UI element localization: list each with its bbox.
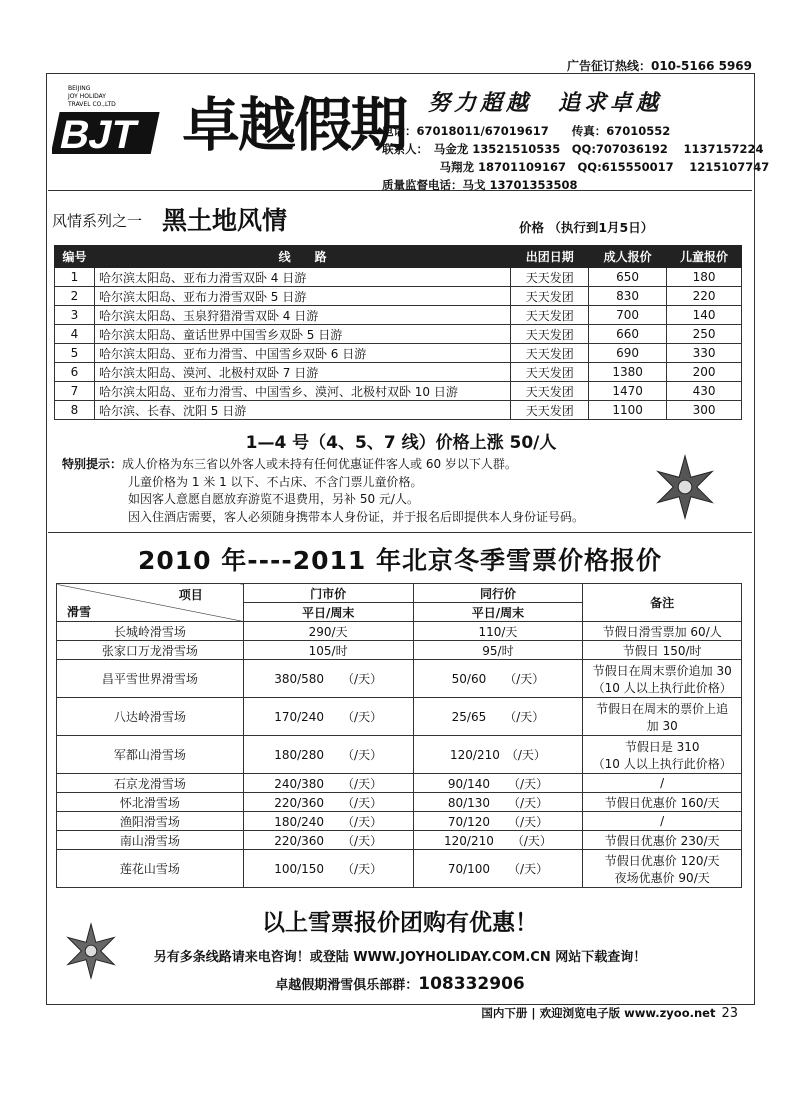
adult-price: 650 [589,268,667,287]
ski-club-line [48,974,752,994]
remark-line: 节假日在周末的票价上追 [596,701,729,716]
remark-line: 节假日 150/时 [622,643,702,658]
departure: 天天发团 [511,401,589,420]
table-row [55,306,742,325]
header-ski: 滑雪 [67,604,92,619]
table-row [57,793,742,812]
adult-price: 1470 [589,382,667,401]
ski-ticket-table [56,583,742,888]
resort-name: 军都山滑雪场 [57,736,244,774]
market-price: 220/360 （/天） [243,831,413,850]
remark-line: 节假日在周末票价追加 30 [592,663,732,678]
departure: 天天发团 [511,382,589,401]
table-row [57,812,742,831]
route-name: 哈尔滨太阳岛、漠河、北极村双卧 7 日游 [94,363,510,382]
market-price: 220/360 （/天） [243,793,413,812]
child-price: 300 [667,401,742,420]
note-line: 儿童价格为 1 米 1 以下、不占床、不含门票儿童价格。 [128,474,423,489]
logo-small-text: TRAVEL CO.,LTD [68,101,116,108]
snowflake-icon [62,920,120,982]
adult-price: 1100 [589,401,667,420]
route-name: 哈尔滨、长春、沈阳 5 日游 [94,401,510,420]
series-prefix: 风情系列之一 [52,212,143,230]
col-header: 备注 [583,584,742,622]
departure: 天天发团 [511,325,589,344]
adult-price: 660 [589,325,667,344]
remark [583,622,742,641]
remark-line: / [660,776,665,790]
table-row [55,344,742,363]
route-name: 哈尔滨太阳岛、亚布力滑雪、中国雪乡双卧 6 日游 [94,344,510,363]
col-header: 出团日期 [511,246,589,268]
table-row [57,641,742,660]
remark-line: （10 人以上执行此价格） [592,680,732,695]
row-number: 1 [55,268,95,287]
remark-line: 节假日滑雪票加 60/人 [602,624,722,639]
departure: 天天发团 [511,268,589,287]
brand-name: 卓越假期 [182,91,407,159]
market-price: 240/380 （/天） [243,774,413,793]
svg-text:BJT: BJT [56,111,142,157]
col-header: 成人报价 [589,246,667,268]
resort-name: 昌平雪世界滑雪场 [57,660,244,698]
route-name: 哈尔滨太阳岛、亚布力滑雪、中国雪乡、漠河、北极村双卧 10 日游 [94,382,510,401]
col-subheader: 平日/周末 [413,603,583,622]
table-header-row [57,584,742,603]
table-header-row [55,246,742,268]
remark-line: 加 30 [646,718,678,733]
remark [583,793,742,812]
note-line: 因入住酒店需要，客人必须随身携带本人身份证，并于报名后即提供本人身份证号码。 [128,509,585,524]
section-divider [48,532,752,533]
departure: 天天发团 [511,344,589,363]
col-header: 门市价 [243,584,413,603]
price-validity: 价格 （执行到1月5日） [519,220,654,235]
remark [583,698,742,736]
table-row [57,660,742,698]
resort-name: 怀北滑雪场 [57,793,244,812]
header-divider [48,190,752,191]
col-header: 线 路 [94,246,510,268]
child-price: 140 [667,306,742,325]
table-row [55,382,742,401]
remark [583,812,742,831]
market-price: 105/时 [243,641,413,660]
route-name: 哈尔滨太阳岛、亚布力滑雪双卧 5 日游 [94,287,510,306]
peer-price: 25/65 （/天） [413,698,583,736]
market-price: 180/280 （/天） [243,736,413,774]
row-number: 2 [55,287,95,306]
note-line: 成人价格为东三省以外客人或未持有任何优惠证件客人或 60 岁以下人群。 [122,457,517,471]
col-header: 儿童报价 [667,246,742,268]
child-price: 220 [667,287,742,306]
slogan: 努力超越 追求卓越 [428,90,663,116]
contact-line: 马翔龙 18701109167 QQ:615550017 1215107747 [382,160,770,174]
market-price: 100/150 （/天） [243,850,413,888]
child-price: 430 [667,382,742,401]
peer-price: 70/120 （/天） [413,812,583,831]
diagonal-header-cell [57,584,244,622]
table-row [57,831,742,850]
club-label: 卓越假期滑雪俱乐部群： [275,978,419,993]
peer-price: 110/天 [413,622,583,641]
logo-small-text: JOY HOLIDAY [68,93,106,100]
peer-price: 120/210 （/天） [413,831,583,850]
row-number: 5 [55,344,95,363]
peer-price: 90/140 （/天） [413,774,583,793]
remark [583,736,742,774]
child-price: 200 [667,363,742,382]
route-name: 哈尔滨太阳岛、童话世界中国雪乡双卧 5 日游 [94,325,510,344]
snow-ticket-title: 2010 年----2011 年北京冬季雪票价格报价 [137,546,663,575]
resort-name: 莲花山雪场 [57,850,244,888]
table-row [57,622,742,641]
header-item: 项目 [178,587,203,602]
notes-label: 特别提示： [62,457,123,471]
table-row [57,736,742,774]
table-row [55,363,742,382]
adult-price: 690 [589,344,667,363]
market-price: 180/240 （/天） [243,812,413,831]
route-price-table [54,245,742,420]
child-price: 330 [667,344,742,363]
departure: 天天发团 [511,306,589,325]
peer-price: 120/210 （/天） [413,736,583,774]
resort-name: 八达岭滑雪场 [57,698,244,736]
table-row [57,698,742,736]
table-row [55,268,742,287]
logo-small-text: BEIJING [68,85,91,92]
remark [583,831,742,850]
ad-hotline: 广告征订热线：010-5166 5969 [566,59,752,73]
adult-price: 700 [589,306,667,325]
remark-line: （10 人以上执行此价格） [592,756,732,771]
row-number: 6 [55,363,95,382]
row-number: 4 [55,325,95,344]
footer-text: 国内下册 | 欢迎浏览电子版 www.zyoo.net [481,1006,716,1020]
row-number: 7 [55,382,95,401]
remark-line: 节假日是 310 [624,739,700,754]
child-price: 180 [667,268,742,287]
table-row [55,287,742,306]
phone-line: 电话：67018011/67019617 传真：67010552 [382,124,671,138]
remark-line: 节假日优惠价 230/天 [604,833,720,848]
resort-name: 长城岭滑雪场 [57,622,244,641]
resort-name: 石京龙滑雪场 [57,774,244,793]
remark-line: 夜场优惠价 90/天 [614,870,710,885]
departure: 天天发团 [511,363,589,382]
col-subheader: 平日/周末 [243,603,413,622]
remark [583,850,742,888]
market-price: 380/580 （/天） [243,660,413,698]
table-row [55,401,742,420]
more-routes-note: 另有多条线路请来电咨询！或登陆 WWW.JOYHOLIDAY.COM.CN 网站下载查询！ [153,950,647,965]
series-title: 黑土地风情 [162,206,288,235]
row-number: 8 [55,401,95,420]
peer-price: 70/100 （/天） [413,850,583,888]
special-notes [62,456,584,526]
row-number: 3 [55,306,95,325]
market-price: 290/天 [243,622,413,641]
remark [583,641,742,660]
col-header: 同行价 [413,584,583,603]
peer-price: 95/时 [413,641,583,660]
remark-line: / [660,814,665,828]
peer-price: 50/60 （/天） [413,660,583,698]
departure: 天天发团 [511,287,589,306]
table-row [57,850,742,888]
remark [583,774,742,793]
remark [583,660,742,698]
col-header: 编号 [55,246,95,268]
resort-name: 张家口万龙滑雪场 [57,641,244,660]
route-name: 哈尔滨太阳岛、玉泉狩猎滑雪双卧 4 日游 [94,306,510,325]
contact-line: 联系人： 马金龙 13521510535 QQ:707036192 1137157224 [382,142,764,156]
route-name: 哈尔滨太阳岛、亚布力滑雪双卧 4 日游 [94,268,510,287]
note-line: 如因客人意愿自愿放弃游览不退费用，另补 50 元/人。 [128,492,419,507]
adult-price: 1380 [589,363,667,382]
group-discount-banner: 以上雪票报价团购有优惠！ [262,910,538,936]
child-price: 250 [667,325,742,344]
snowflake-icon [646,452,724,522]
resort-name: 南山滑雪场 [57,831,244,850]
market-price: 170/240 （/天） [243,698,413,736]
club-number: 108332906 [418,974,525,994]
quality-line: 质量监督电话：马戈 13701353508 [382,178,578,192]
bjt-logo [52,82,182,157]
resort-name: 渔阳滑雪场 [57,812,244,831]
remark-line: 节假日优惠价 160/天 [604,795,720,810]
table-row [55,325,742,344]
remark-line: 节假日优惠价 120/天 [604,853,720,868]
page-number: 23 [721,1006,738,1021]
adult-price: 830 [589,287,667,306]
peer-price: 80/130 （/天） [413,793,583,812]
contact-block [382,122,769,194]
price-rise-note: 1—4 号（4、5、7 线）价格上涨 50/人 [245,433,557,453]
page-footer [481,1005,738,1021]
table-row [57,774,742,793]
